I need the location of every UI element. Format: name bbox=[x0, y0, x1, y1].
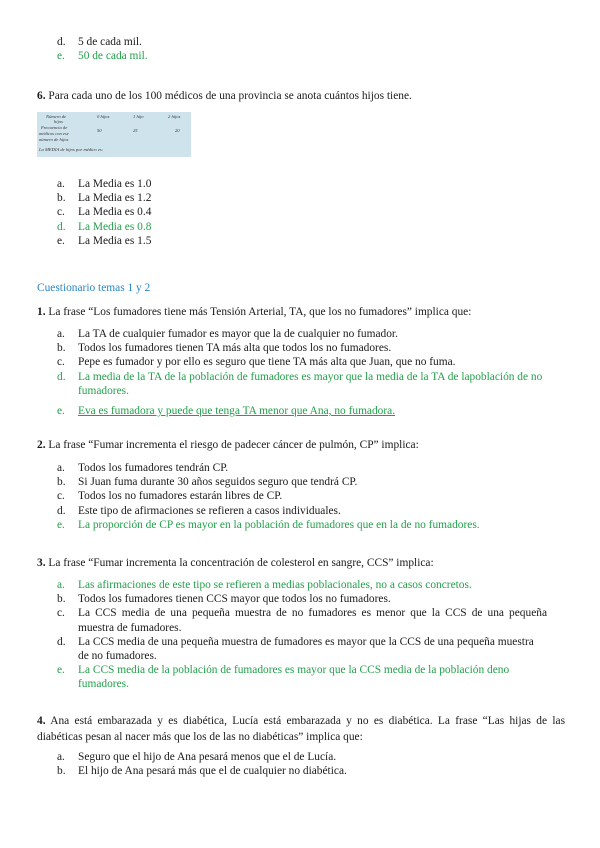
q1-question bbox=[37, 304, 565, 320]
q6-frequency-table: Número de hijos 0 hijos 1 hijo 2 hijos Frecuencia de médicos con ese número de hijos 50 25 20 La MEDIA de hijos por médico es: bbox=[37, 112, 191, 157]
q5-options bbox=[57, 35, 557, 63]
q2-option-a: a. Todos los fumadores tendrán CP. bbox=[57, 462, 229, 474]
q4-question bbox=[37, 713, 565, 746]
q1-options bbox=[57, 327, 567, 418]
q1-option-b: b. Todos los fumadores tienen TA más alta que todos los no fumadores. bbox=[57, 342, 392, 355]
q1-option-d: d. La media de la TA de la población de fumadores es mayor que la media de la TA de lapoblación de no fumadores. bbox=[57, 370, 543, 397]
q3-option-e: e. La CCS media de la población de fumadores es mayor que la CCS media de la población deno fumadores. bbox=[57, 664, 510, 691]
q6-text: Para cada uno de los 100 médicos de una provincia se anota cuántos hijos tiene. bbox=[48, 90, 412, 102]
q6-question bbox=[37, 88, 565, 104]
q6-option-e: e. La Media es 1.5 bbox=[57, 234, 152, 247]
q2-question bbox=[37, 437, 565, 453]
q3-question bbox=[37, 555, 565, 571]
q2-options bbox=[57, 461, 567, 532]
q3-option-b: b. Todos los fumadores tienen CCS mayor que todos los no fumadores. bbox=[57, 593, 391, 606]
q2-text: La frase “Fumar incrementa el riesgo de padecer cáncer de pulmón, CP” implica: bbox=[48, 439, 419, 451]
q2-option-c: c. Todos los no fumadores estarán libres de CP. bbox=[57, 490, 283, 503]
q2-option-e: e. La proporción de CP es mayor en la población de fumadores que en la de no fumadores. bbox=[57, 518, 480, 531]
q3-option-d: d. La CCS media de una pequeña muestra de fumadores es mayor que la CCS de una pequeña muestra de no fumadores. bbox=[57, 635, 534, 663]
q2-option-d: d. Este tipo de afirmaciones se refieren a casos individuales. bbox=[57, 504, 341, 517]
q1-number: 1. bbox=[37, 306, 46, 318]
q3-option-c: c. La CCS media de una pequeña muestra de no fumadores es menor que la CCS de una pequeña muestra de fumadores. bbox=[57, 607, 547, 634]
q1-text: La frase “Los fumadores tiene más Tensión Arterial, TA, que los no fumadores” implica que: bbox=[48, 306, 472, 318]
q6-option-b: b. La Media es 1.2 bbox=[57, 192, 152, 205]
q2-number: 2. bbox=[37, 439, 46, 451]
q3-options bbox=[57, 578, 547, 692]
q4-option-a: a. Seguro que el hijo de Ana pesará menos que el de Lucía. bbox=[57, 751, 337, 763]
q6-option-c: c. La Media es 0.4 bbox=[57, 206, 152, 219]
q1-option-e: e. Eva es fumadora y puede que tenga TA menor que Ana, no fumadora. bbox=[57, 405, 396, 418]
q4-number: 4. bbox=[37, 715, 46, 727]
q1-option-c: c. Pepe es fumador y por ello es seguro que tiene TA más alta que Juan, que no fuma. bbox=[57, 356, 456, 369]
q2-option-b: b. Si Juan fuma durante 30 años seguidos seguro que tendrá CP. bbox=[57, 476, 358, 489]
q6-option-d: d. La Media es 0.8 bbox=[57, 220, 152, 233]
q5-option-e: e. 50 de cada mil. bbox=[57, 50, 148, 63]
q3-option-a: a. Las afirmaciones de este tipo se refieren a medias poblacionales, no a casos concretos. bbox=[57, 579, 472, 591]
q3-text: La frase “Fumar incrementa la concentración de colesterol en sangre, CCS” implica: bbox=[48, 557, 434, 569]
q5-option-d: d. 5 de cada mil. bbox=[57, 36, 142, 48]
q3-number: 3. bbox=[37, 557, 46, 569]
q6-options bbox=[57, 177, 557, 248]
q4-option-b: b. El hijo de Ana pesará más que el de cualquier no diabética. bbox=[57, 765, 347, 778]
section-title: Cuestionario temas 1 y 2 bbox=[37, 282, 151, 294]
q4-text: Ana está embarazada y es diabética, Lucía está embarazada y no es diabética. La frase “Las hijas de las diabéticas pesan al nacer más que los de las no diabéticas” implica que: bbox=[37, 715, 566, 744]
q6-number: 6. bbox=[37, 90, 46, 102]
q6-option-a: a. La Media es 1.0 bbox=[57, 178, 152, 190]
q1-option-a: a. La TA de cualquier fumador es mayor que la de cualquier no fumador. bbox=[57, 328, 398, 340]
q4-options bbox=[57, 750, 567, 778]
